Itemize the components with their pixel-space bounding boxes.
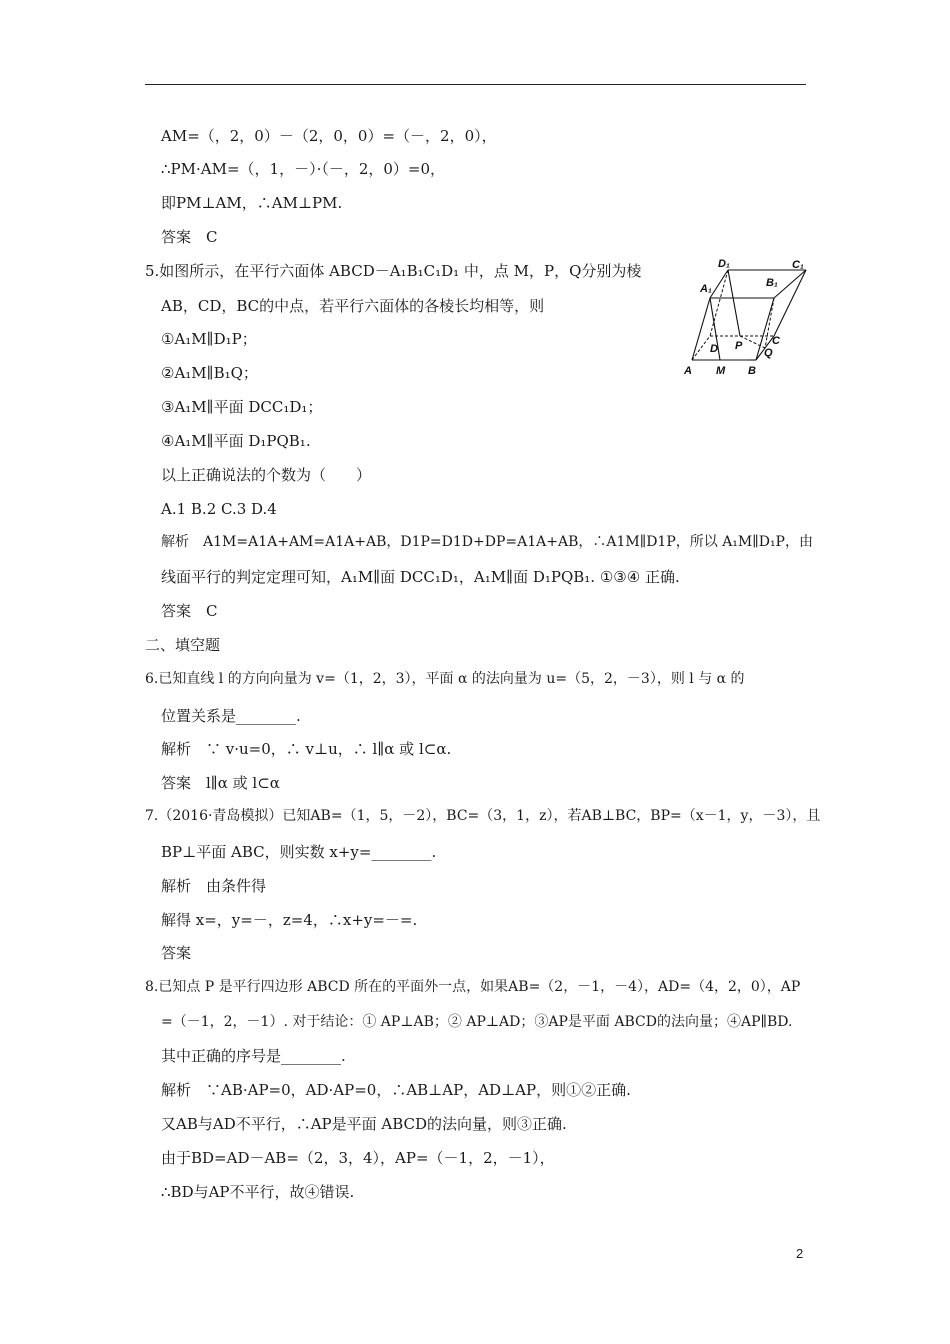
text-line: 解析 ∵AB·AP=0，AD·AP=0，∴AB⊥AP，AD⊥AP，则①②正确. bbox=[161, 1081, 631, 1099]
text-line: ②A₁M∥B₁Q； bbox=[161, 364, 258, 382]
label-c: C bbox=[772, 335, 780, 347]
question-6-line: 6.已知直线 l 的方向向量为 v=（1，2，3），平面 α 的法向量为 u=（5，2，－3），则 l 与 α 的 bbox=[145, 671, 745, 687]
text-line: ③A₁M∥平面 DCC₁D₁； bbox=[161, 398, 323, 416]
text-line: 解析 ∵ v·u=0，∴ v⊥u，∴ l∥α 或 l⊂α. bbox=[161, 740, 452, 758]
label-b: B bbox=[748, 365, 756, 377]
text-line: 即PM⊥AM，∴AM⊥PM. bbox=[161, 194, 343, 212]
label-a: A bbox=[684, 365, 692, 377]
text-line: 解得 x=，y=－，z=4，∴x+y=－=. bbox=[161, 911, 418, 929]
label-m: M bbox=[716, 365, 726, 377]
header-rule bbox=[145, 84, 806, 85]
text-line: ∴PM·AM=（，1，－）·（－，2，0）=0， bbox=[161, 160, 446, 178]
text-line: 答案 C bbox=[161, 602, 218, 620]
question-5-line: 5.如图所示，在平行六面体 ABCD－A₁B₁C₁D₁ 中，点 M，P，Q分别为棱 bbox=[145, 262, 642, 280]
text-line: 线面平行的判定定理可知，A₁M∥面 DCC₁D₁，A₁M∥面 D₁PQB₁. ①③④ 正确. bbox=[161, 568, 680, 586]
edge-ad-hidden bbox=[692, 336, 710, 360]
question-7-line: 7.（2016·青岛模拟）已知AB=（1，5，－2），BC=（3，1，z），若AB⊥BC，BP=（x－1，y，－3），且 bbox=[145, 808, 821, 824]
text-line: =（－1，2，－1）. 对于结论：① AP⊥AB；② AP⊥AD；③AP是平面 ABCD的法向量；④AP∥BD. bbox=[161, 1014, 793, 1030]
section-heading: 二、填空题 bbox=[145, 636, 221, 654]
text-line: AB，CD，BC的中点，若平行六面体的各棱长均相等，则 bbox=[161, 297, 545, 315]
edge-a1d1 bbox=[710, 270, 728, 298]
text-line: AM=（，2，0）－（2，0，0）=（－，2，0）， bbox=[161, 127, 497, 145]
edge-d1d-hidden bbox=[710, 270, 728, 336]
edge-c1b1 bbox=[774, 270, 806, 298]
text-line: ④A₁M∥平面 D₁PQB₁. bbox=[161, 432, 311, 450]
label-d1: D₁ bbox=[718, 258, 730, 270]
text-line: BP⊥平面 ABC，则实数 x+y=________. bbox=[161, 843, 437, 861]
edge-c1c bbox=[774, 270, 806, 336]
text-line: 又AB与AD不平行，∴AP是平面 ABCD的法向量，则③正确. bbox=[161, 1115, 567, 1133]
text-line: 解析 A1M=A1A+AM=A1A+AB，D1P=D1D+DP=A1A+AB，∴A1M∥D1P，所以 A₁M∥D₁P，由 bbox=[161, 534, 813, 550]
label-p: P bbox=[735, 340, 743, 352]
edge-a1a bbox=[692, 298, 710, 360]
label-d: D bbox=[710, 343, 718, 355]
label-b1: B₁ bbox=[766, 277, 778, 289]
text-line: 以上正确说法的个数为（ ） bbox=[161, 466, 372, 484]
label-q: Q bbox=[764, 347, 773, 359]
text-line: ①A₁M∥D₁P； bbox=[161, 330, 257, 348]
question-8-line: 8.已知点 P 是平行四边形 ABCD 所在的平面外一点，如果AB=（2，－1，－4），AD=（4，2，0），AP bbox=[145, 979, 801, 995]
text-line: 答案 l∥α 或 l⊂α bbox=[161, 774, 280, 792]
page-number: 2 bbox=[796, 1246, 804, 1261]
text-line: 解析 由条件得 bbox=[161, 877, 267, 895]
text-line: 答案 bbox=[161, 944, 192, 962]
label-c1: C₁ bbox=[792, 259, 804, 271]
text-line: 由于BD=AD－AB=（2，3，4），AP=（－1，2，－1）， bbox=[161, 1149, 555, 1167]
segment-d1p bbox=[728, 270, 740, 336]
text-line: ∴BD与AP不平行，故④错误. bbox=[161, 1183, 355, 1201]
parallelepiped-figure bbox=[678, 256, 818, 380]
text-line: 答案 C bbox=[161, 228, 218, 246]
text-line: 其中正确的序号是________. bbox=[161, 1047, 346, 1065]
text-line: 位置关系是________. bbox=[161, 707, 301, 725]
choices-line: A.1 B.2 C.3 D.4 bbox=[161, 500, 277, 518]
label-a1: A₁ bbox=[700, 283, 712, 295]
